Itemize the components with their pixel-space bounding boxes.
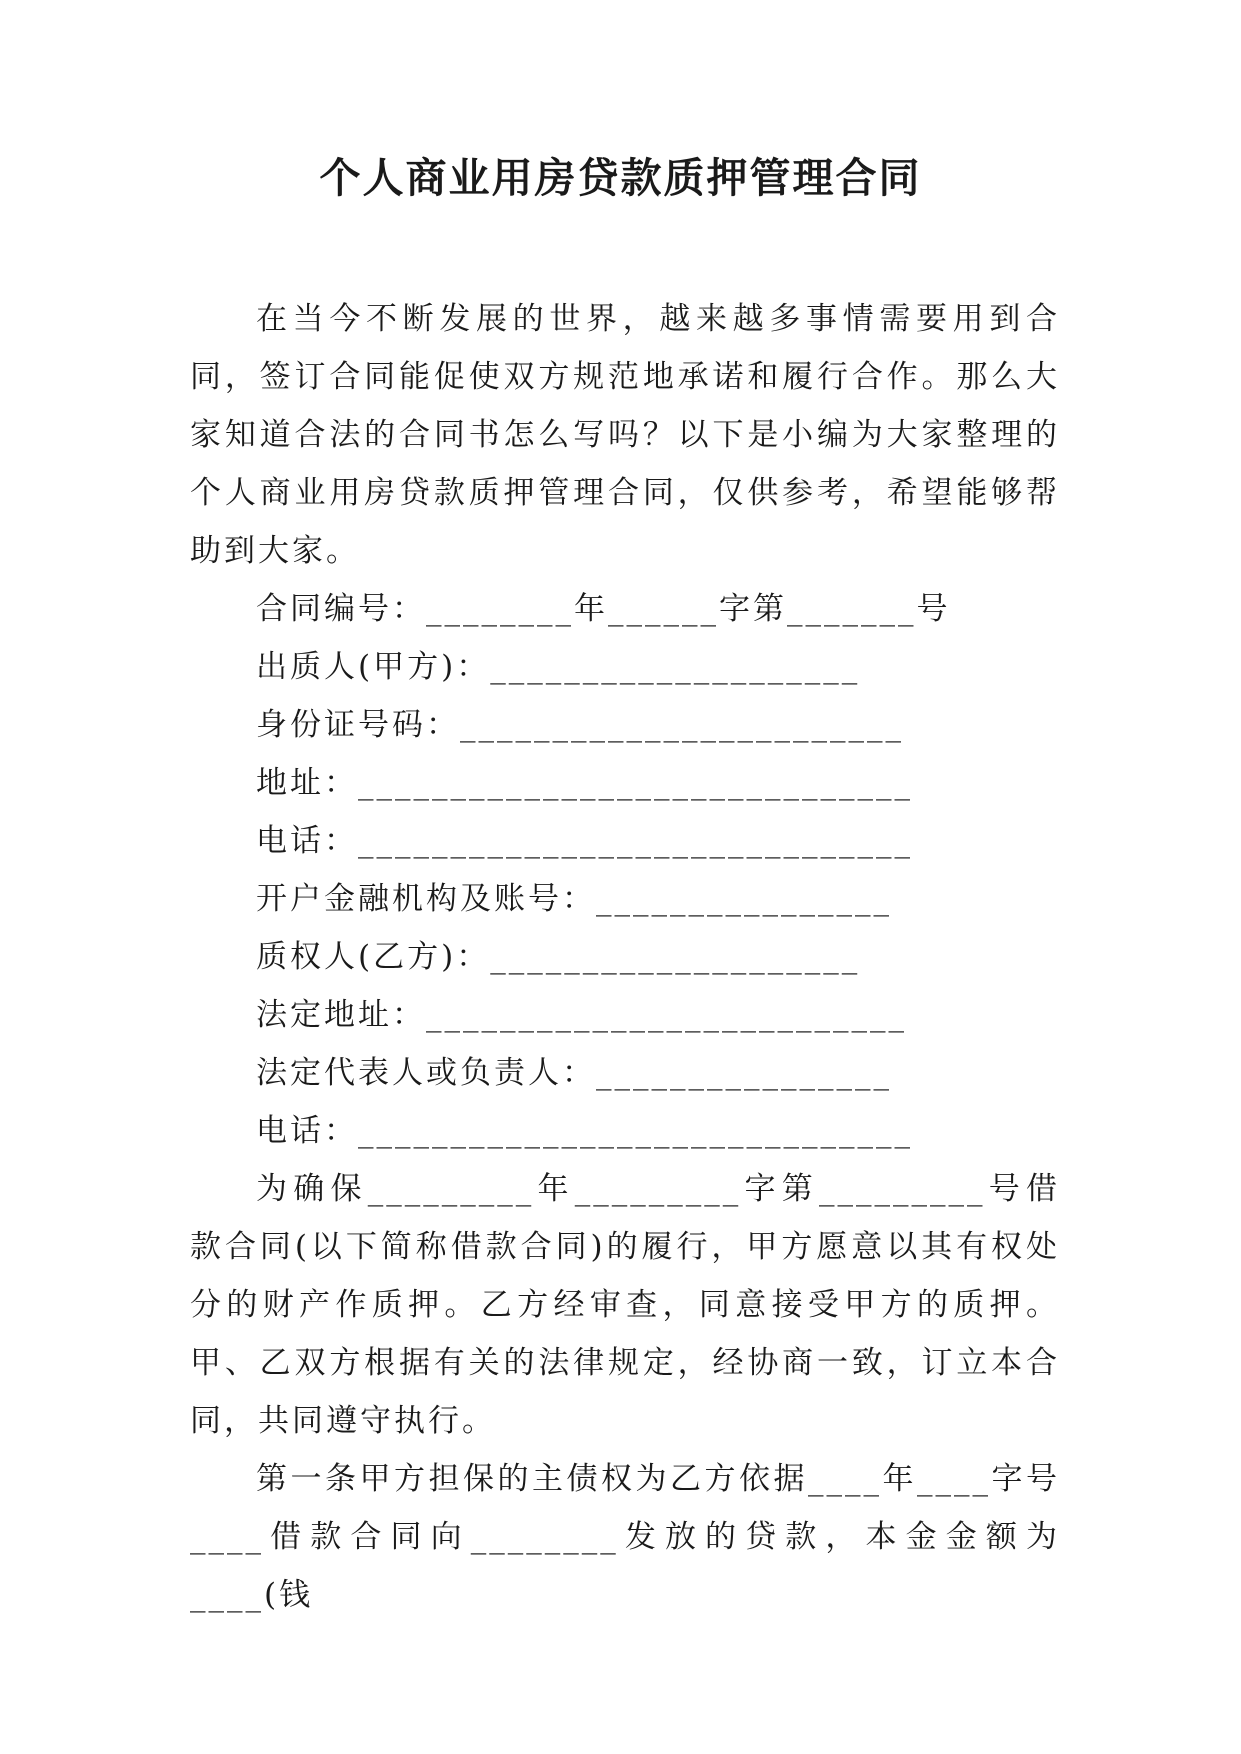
body-paragraph: 为确保_________年_________字第_________号借款合同(以下简称借款合同)的履行，甲方愿意以其有权处分的财产作质押。乙方经审查，同意接受甲方的质押。甲、乙双方根据有关的法律规定，经协商一致，订立本合同，共同遵守执行。 <box>190 1171 1060 1439</box>
field-bank-account: 开户金融机构及账号：________________ <box>256 881 892 917</box>
field-phone: 电话：______________________________ <box>256 823 913 859</box>
field-pledgee: 质权人(乙方)：____________________ <box>256 939 861 975</box>
field-address: 地址：______________________________ <box>256 765 913 801</box>
intro-paragraph: 在当今不断发展的世界，越来越多事情需要用到合同，签订合同能促使双方规范地承诺和履行合作。那么大家知道合法的合同书怎么写吗？以下是小编为大家整理的个人商业用房贷款质押管理合同，仅供参考，希望能够帮助到大家。 <box>190 301 1060 569</box>
field-pledgee-phone: 电话：______________________________ <box>256 1113 913 1149</box>
document-title: 个人商业用房贷款质押管理合同 <box>319 154 922 202</box>
field-pledgor: 出质人(甲方)：____________________ <box>256 649 861 685</box>
article-one-paragraph: 第一条甲方担保的主债权为乙方依据____年____字号____借款合同向________发放的贷款，本金金额为____(钱 <box>190 1461 1060 1613</box>
field-legal-address: 法定地址：__________________________ <box>256 997 907 1033</box>
field-legal-representative: 法定代表人或负责人：________________ <box>256 1055 892 1091</box>
field-contract-number: 合同编号：________年______字第_______号 <box>256 591 951 627</box>
field-id-number: 身份证号码：________________________ <box>256 707 904 743</box>
contract-fields <box>256 580 1156 1160</box>
